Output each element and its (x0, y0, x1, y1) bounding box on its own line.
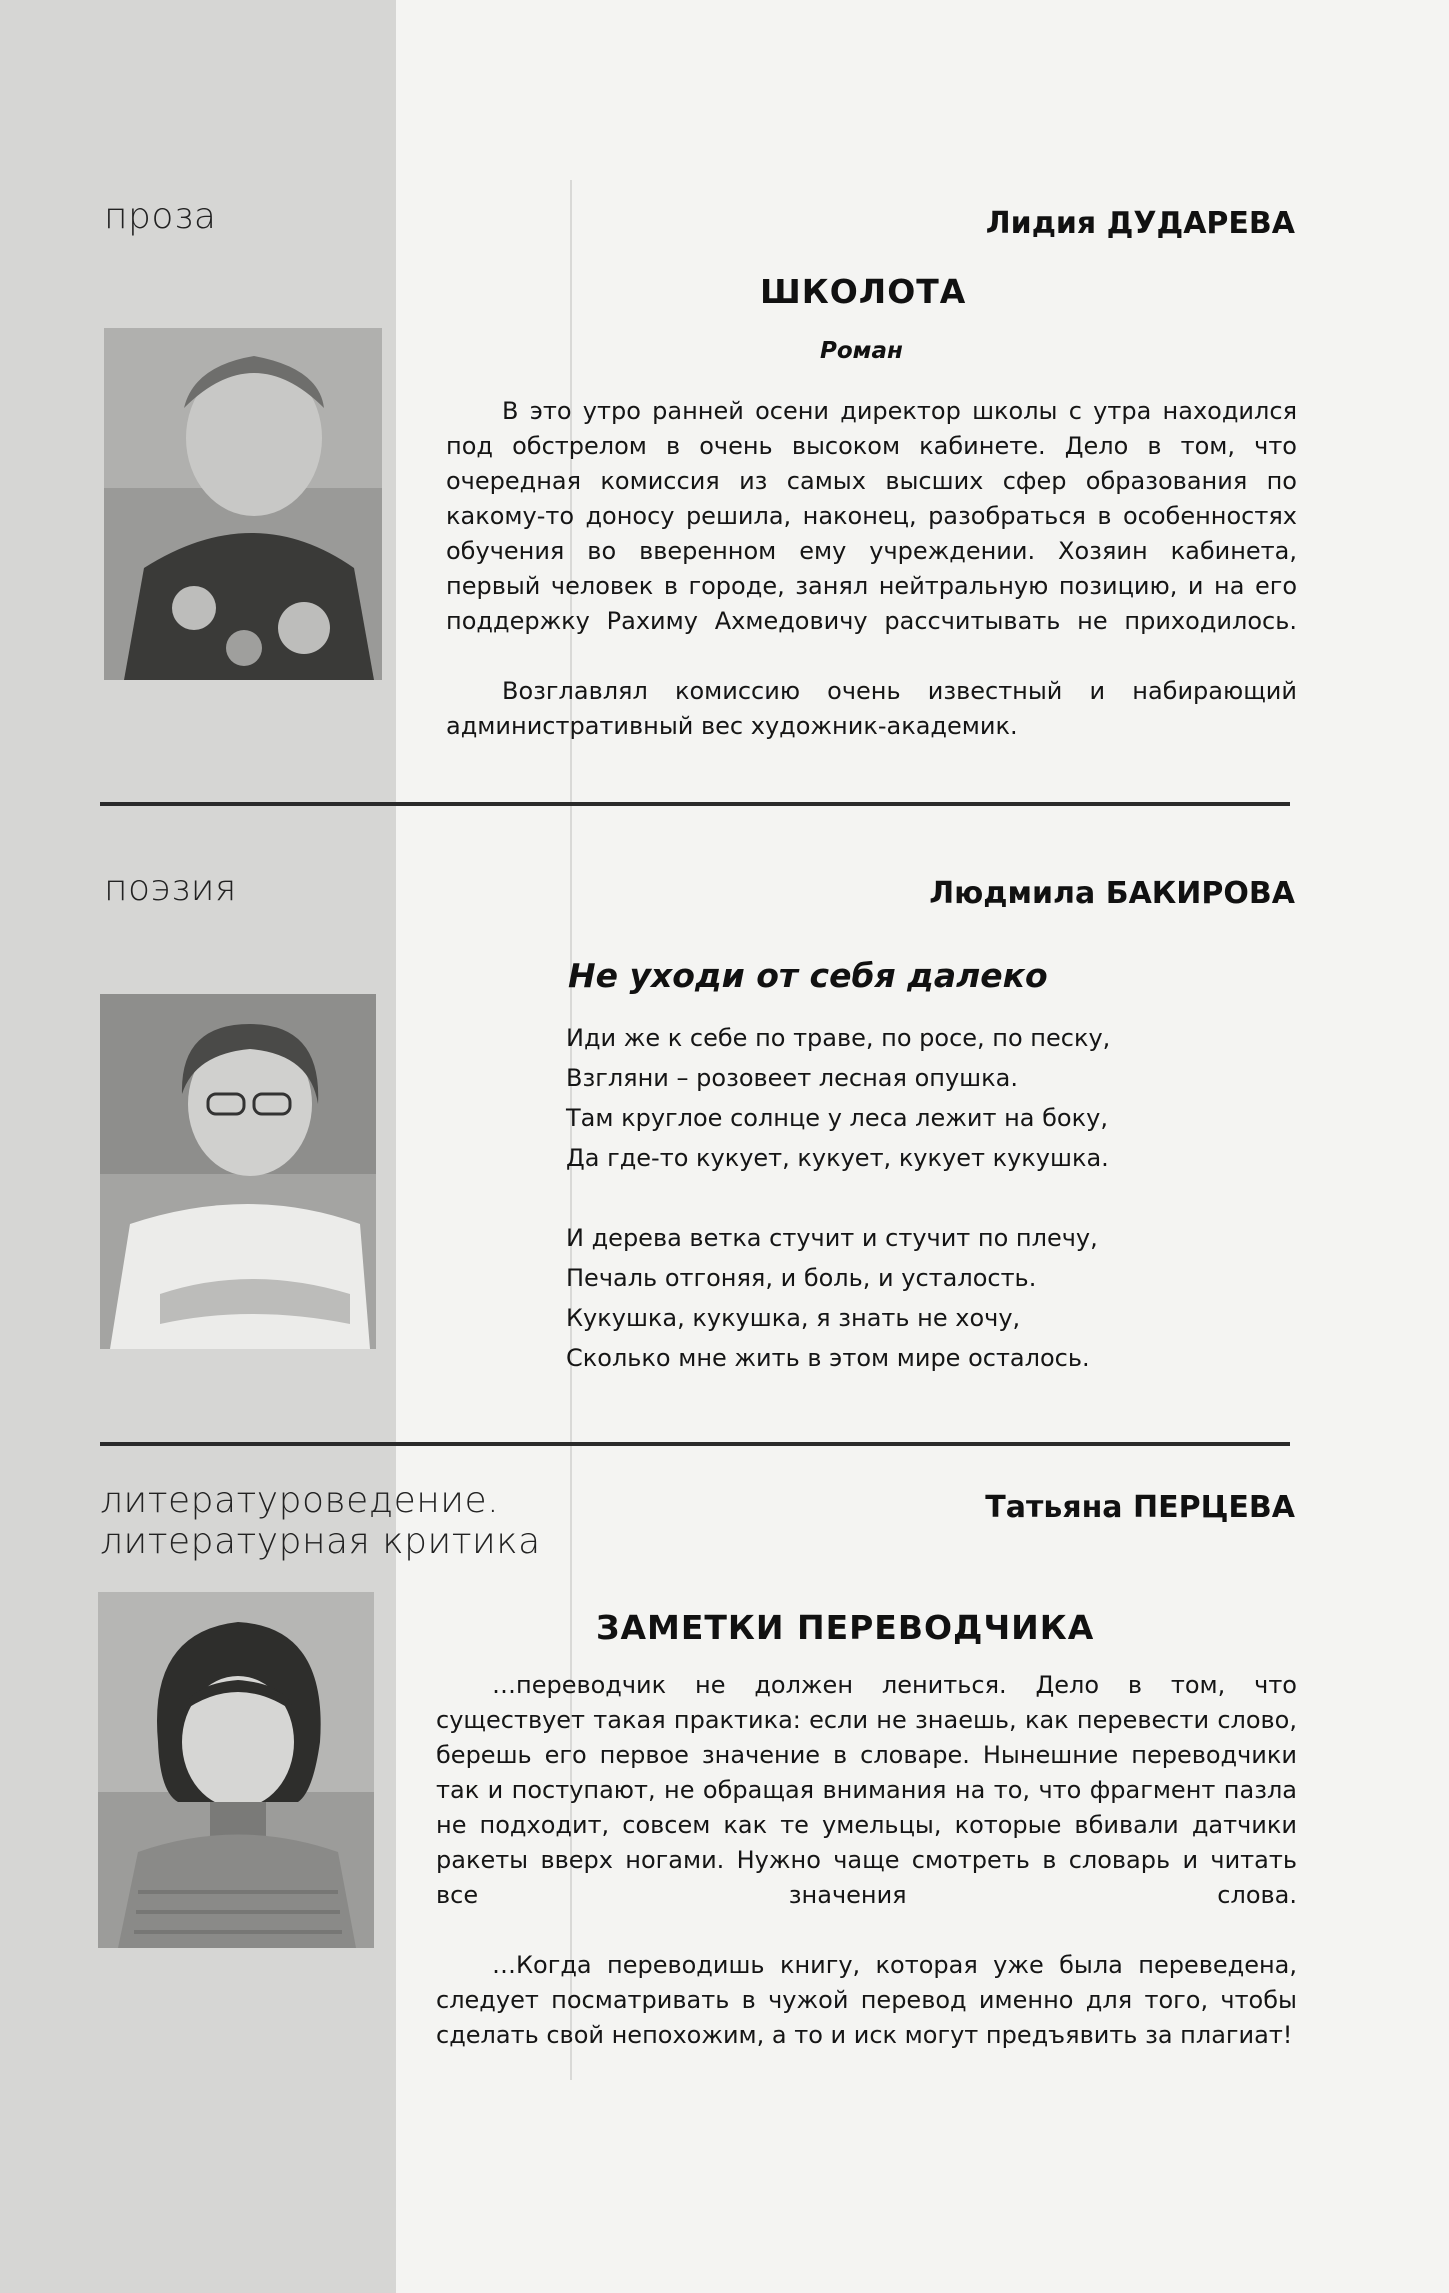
section-label-line-1: литературоведение. (100, 1480, 500, 1521)
section-label-criticism (100, 1480, 541, 1563)
stanza-gap (566, 1178, 1110, 1218)
poem-line: Кукушка, кукушка, я знать не хочу, (566, 1304, 1021, 1332)
section-divider-1 (100, 802, 1290, 806)
poem-line: Там круглое солнце у леса лежит на боку, (566, 1104, 1108, 1132)
poem-line: Иди же к себе по траве, по росе, по песку, (566, 1024, 1111, 1052)
work-title-2: Не уходи от себя далеко (568, 956, 1048, 995)
poem-line: И дерева ветка стучит и стучит по плечу, (566, 1224, 1098, 1252)
section-label-line-2: литературная критика (100, 1521, 541, 1563)
author-name-2: Людмила БАКИРОВА (929, 876, 1295, 911)
criticism-paragraph-2: …Когда переводишь книгу, которая уже была переведена, следует посматривать в чужой перевод именно для того, чтобы сделать свой непохожим, а то и иск могут предъявить за плагиат! (436, 1951, 1297, 2049)
poem-line: Да где-то кукует, кукует, кукует кукушка. (566, 1144, 1109, 1172)
criticism-excerpt (436, 1668, 1297, 2053)
section-divider-2 (100, 1442, 1290, 1446)
work-title-3: ЗАМЕТКИ ПЕРЕВОДЧИКА (596, 1608, 1095, 1647)
prose-paragraph-1: В это утро ранней осени директор школы с утра находился под обстрелом в очень высоком кабинете. Дело в том, что очередная комиссия из самых высших сфер образования по какому-то доносу решила, наконец, разобраться в особенностях обучения во вверенном ему учреждении. Хозяин кабинета, первый человек в городе, занял нейтральную позицию, и на его поддержку Рахиму Ахмедовичу рассчитывать не приходилось. (446, 397, 1297, 635)
author-name-1: Лидия ДУДАРЕВА (985, 206, 1295, 241)
poem-body (566, 1018, 1110, 1378)
author-photo-3 (98, 1592, 374, 1948)
prose-paragraph-2: Возглавлял комиссию очень известный и набирающий административный вес художник-академик. (446, 677, 1297, 740)
work-subtitle-1: Роман (820, 338, 903, 364)
poem-line: Сколько мне жить в этом мире осталось. (566, 1344, 1090, 1372)
section-label-poetry: поэзия (104, 868, 237, 909)
work-title-1: ШКОЛОТА (760, 272, 967, 311)
criticism-paragraph-1: …переводчик не должен лениться. Дело в том, что существует такая практика: если не знаешь, как перевести слово, берешь его первое значение в словаре. Нынешние переводчики так и поступают, не обращая внимания на то, что фрагмент пазла не подходит, совсем как те умельцы, которые вбивали датчики ракеты вверх ногами. Нужно чаще смотреть в словарь и читать все значения слова. (436, 1671, 1297, 1909)
author-photo-2 (100, 994, 376, 1349)
author-photo-1 (104, 328, 382, 680)
poem-line: Печаль отгоняя, и боль, и усталость. (566, 1264, 1037, 1292)
section-label-prose: проза (104, 196, 217, 237)
author-name-3: Татьяна ПЕРЦЕВА (985, 1490, 1295, 1525)
prose-excerpt (446, 394, 1297, 744)
poem-line: Взгляни – розовеет лесная опушка. (566, 1064, 1018, 1092)
